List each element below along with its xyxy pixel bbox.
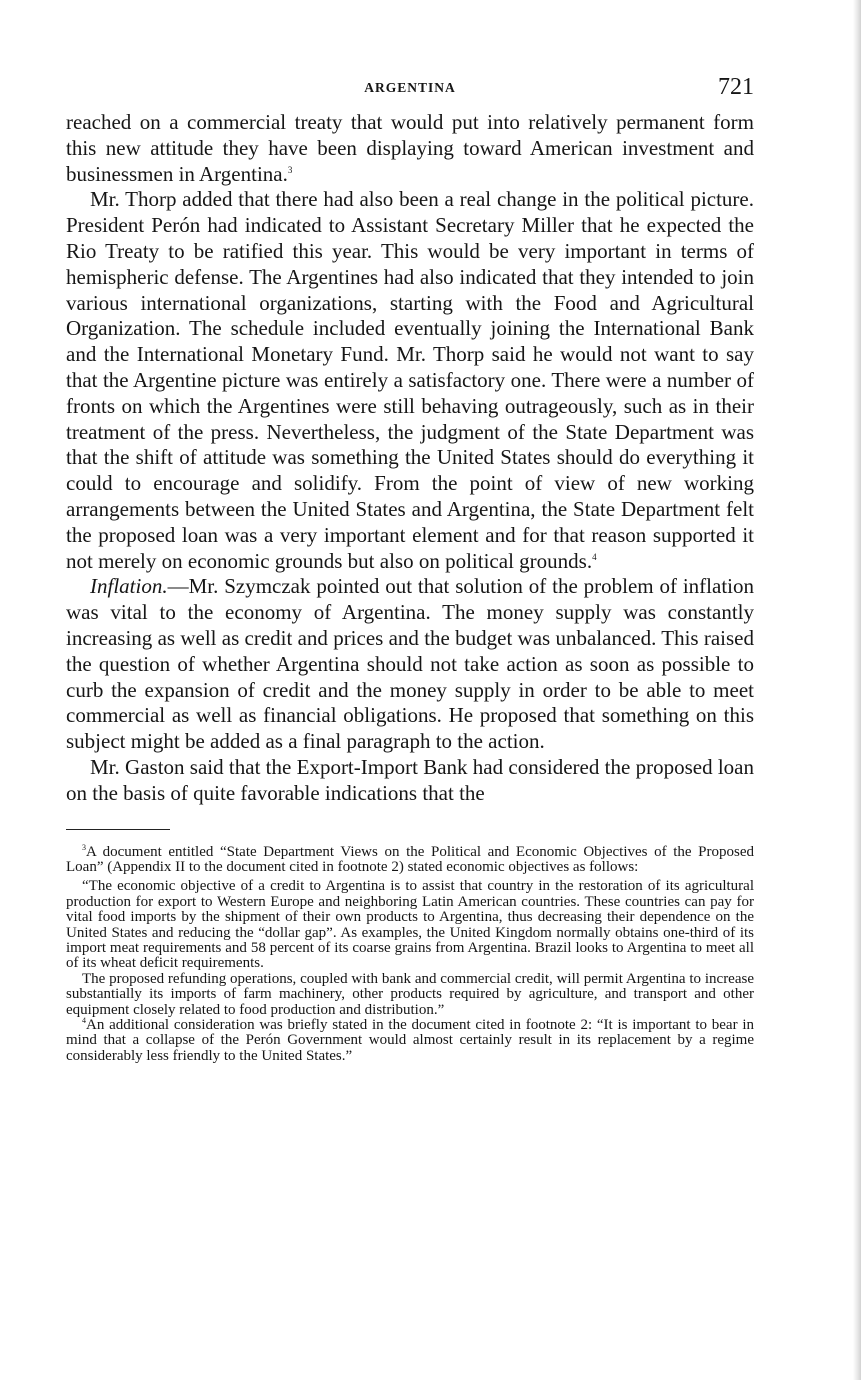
section-lead-inflation: Inflation. xyxy=(90,574,168,599)
page-header xyxy=(66,74,754,110)
footnote-4-text: An additional consideration was briefly stated in the document cited in footnote 2: “It is important to bear in mind that a collapse of the Perón Government would almost certainly result in its replacement by a regime considerably less friendly to the United States.” xyxy=(66,1016,754,1064)
body-text xyxy=(66,110,754,807)
document-page xyxy=(66,74,754,1064)
footnotes xyxy=(66,842,754,1065)
paragraph-1 xyxy=(66,110,754,187)
paragraph-4 xyxy=(66,755,754,807)
footnote-3-marker: 3 xyxy=(82,842,86,852)
footnote-4 xyxy=(66,1015,754,1064)
page-number: 721 xyxy=(718,74,754,100)
footnote-3-quote-2: The proposed refunding operations, coupled with bank and commercial credit, will permit Argentina to increase substantially its imports of farm machinery, other products required by agriculture, and transport and other equipment closely related to food production and distribution.” xyxy=(66,970,754,1018)
paragraph-4-text: Mr. Gaston said that the Export-Import Bank had considered the proposed loan on the basis of quite favorable indications that the xyxy=(66,754,754,805)
footnote-ref-4: 4 xyxy=(592,551,597,562)
footnote-3 xyxy=(66,842,754,876)
footnote-4-marker: 4 xyxy=(82,1015,86,1025)
footnote-divider xyxy=(66,829,170,830)
paragraph-2-text: Mr. Thorp added that there had also been a real change in the political picture. President Perón had indicated to Assistant Secretary Miller that he expected the Rio Treaty to be ratified this year. This would be very important in terms of hemispheric defense. The Argentines had also indicated that they intended to join various international organizations, starting with the Food and Agricultural Organization. The schedule included eventually joining the International Bank and the International Monetary Fund. Mr. Thorp said he would not want to say that the Argentine picture was entirely a satisfactory one. There were a number of fronts on which the Argentines were still behaving outrageously, such as in their treatment of the press. Nevertheless, the judgment of the State Department was that the shift of attitude was something the United States should do everything it could to encourage and solidify. From the point of view of new working arrangements between the United States and Argentina, the State Department felt the proposed loan was a very important element and for that reason supported it not merely on economic grounds but also on political grounds. xyxy=(66,187,754,573)
paragraph-3 xyxy=(66,574,754,755)
paragraph-1-text: reached on a commercial treaty that would put into relatively permanent form this new attitude they have been displaying toward American investment and businessmen in Argentina. xyxy=(66,110,754,186)
footnote-3-quote-1: “The economic objective of a credit to Argentina is to assist that country in the restoration of its agricultural production for export to Western Europe and neighboring Latin American countries. These countries can pay for vital food imports by the shipment of their own products to Argentina, thus decreasing their dependence on the United States and reducing the “dollar gap”. As examples, the United Kingdom normally obtains one-third of its import meat requirements and 58 percent of its coarse grains from Argentina. Brazil looks to Argentina to meet all of its wheat deficit requirements. xyxy=(66,878,754,972)
footnote-3-text: A document entitled “State Department Views on the Political and Economic Objectives of the Proposed Loan” (Appendix II to the document cited in footnote 2) stated economic objectives as follows: xyxy=(66,843,754,875)
paragraph-3-text: —Mr. Szymczak pointed out that solution of the problem of inflation was vital to the economy of Argentina. The money supply was constantly increasing as well as credit and prices and the budget was unbalanced. This raised the question of whether Argentina should not take action as soon as possible to curb the expansion of credit and the money supply in order to be able to meet commercial as well as financial obligations. He proposed that something on this subject might be added as a final paragraph to the action. xyxy=(66,574,754,754)
footnote-ref-3: 3 xyxy=(287,164,293,175)
page-edge-shadow xyxy=(853,0,861,1380)
paragraph-2 xyxy=(66,187,754,574)
running-head: ARGENTINA xyxy=(364,80,456,95)
